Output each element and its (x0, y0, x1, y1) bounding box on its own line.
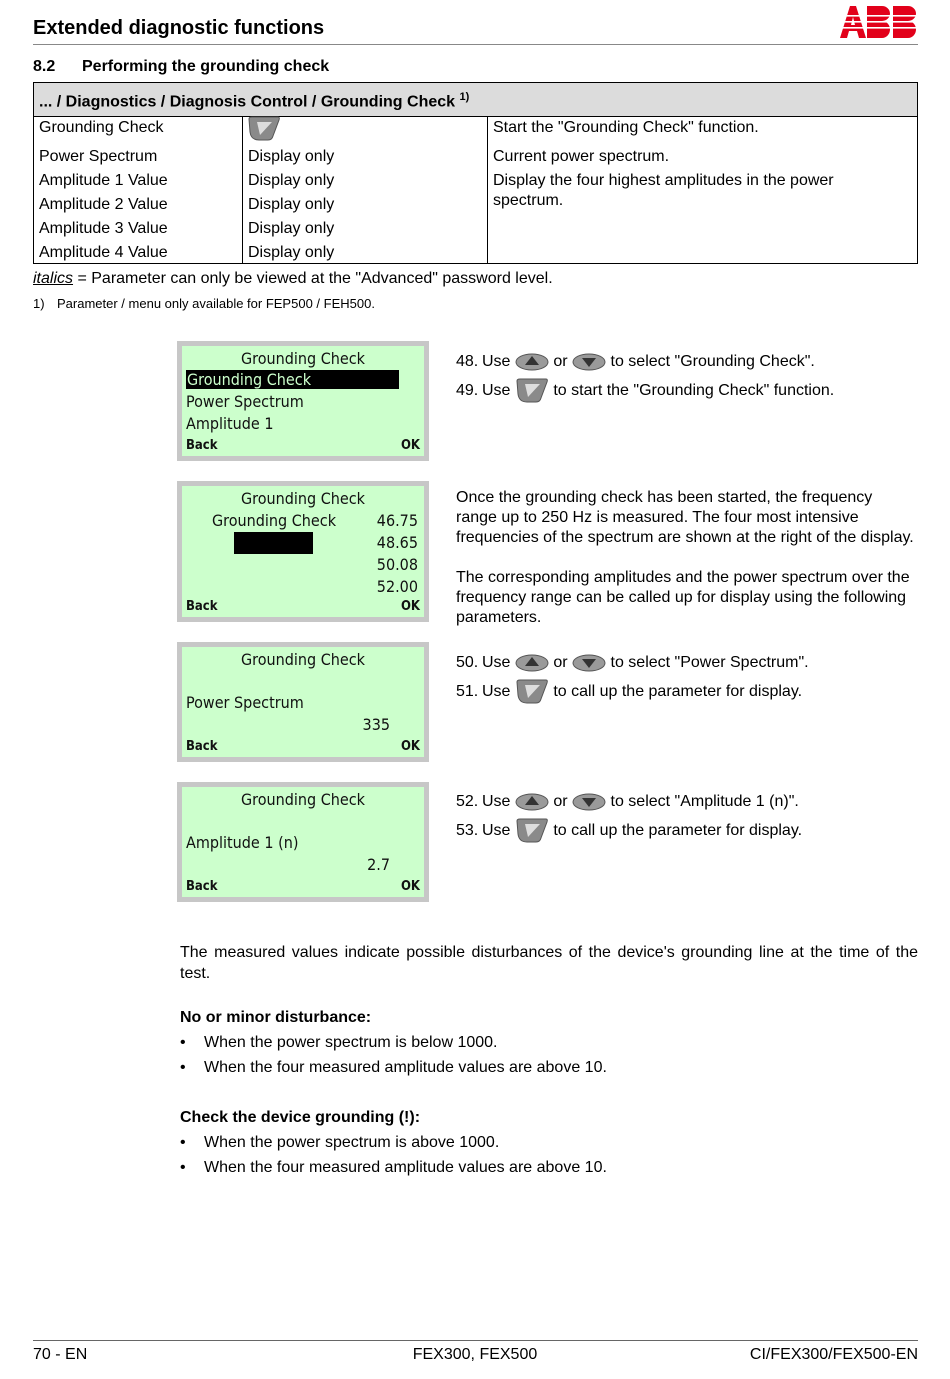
section-number: 8.2 (33, 58, 56, 75)
table-cell-desc: Current power spectrum. (493, 148, 670, 165)
lcd-softkey-ok: OK (400, 438, 420, 453)
lcd-value: 2.7 (367, 855, 390, 874)
footer-doc-id: CI/FEX300/FEX500-EN (749, 1346, 918, 1363)
menu-path: ... / Diagnostics / Diagnosis Control / Grounding Check $^{1)}$ (39, 91, 470, 111)
down-arrow-key-icon (572, 654, 606, 672)
table-divider (487, 116, 488, 264)
step-49: 49. Use to start the "Grounding Check" function. (456, 378, 834, 404)
table-cell-mode: Display only (248, 196, 335, 213)
list-item: • When the four measured amplitude values are above 10. (180, 1059, 607, 1076)
step-48: 48. Use or to select "Grounding Check". (456, 353, 815, 371)
lcd-softkey-back: Back (186, 739, 218, 754)
lcd-softkey-back: Back (186, 879, 218, 894)
lcd-progress-block (234, 532, 313, 554)
lcd-screen-power-spectrum (177, 642, 429, 762)
lcd-screen-menu (177, 341, 429, 461)
lcd-softkey-back: Back (186, 438, 218, 453)
lcd-frequency-value: 46.75 (376, 511, 418, 530)
footnote-text: Parameter / menu only available for FEP500 / FEH500. (57, 296, 375, 311)
list-item: • When the power spectrum is below 1000. (180, 1034, 498, 1051)
table-divider (242, 116, 243, 264)
lcd-menu-item: Power Spectrum (186, 392, 304, 411)
lcd-label: Power Spectrum (186, 693, 304, 712)
lcd-label: Amplitude 1 (n) (186, 833, 299, 852)
step-50: 50. Use or to select "Power Spectrum". (456, 654, 809, 672)
list-item: • When the four measured amplitude values are above 10. (180, 1159, 607, 1176)
footer-product: FEX300, FEX500 (412, 1346, 538, 1363)
lcd-title: Grounding Check (240, 489, 366, 508)
step-51: 51. Use to call up the parameter for display. (456, 679, 802, 705)
footer-rule (33, 1340, 918, 1341)
down-arrow-key-icon (572, 793, 606, 811)
table-cell-mode: Display only (248, 244, 335, 261)
lcd-title: Grounding Check (240, 650, 366, 669)
table-cell-desc: Display the four highest amplitudes in the power spectrum. (493, 172, 834, 209)
table-cell-param: Amplitude 4 Value (39, 244, 168, 261)
table-cell-desc: Start the "Grounding Check" function. (493, 119, 759, 136)
lcd-softkey-ok: OK (400, 739, 420, 754)
check-grounding-heading: Check the device grounding (!): (180, 1109, 421, 1126)
enter-key-icon (515, 378, 549, 404)
up-arrow-key-icon (515, 353, 549, 371)
measured-values-paragraph: The measured values indicate possible disturbances of the device's grounding line at the time of the test. (180, 944, 918, 982)
enter-key-icon (247, 116, 281, 142)
lcd-softkey-ok: OK (400, 599, 420, 614)
header-rule (33, 44, 918, 45)
explanation-paragraph: The corresponding amplitudes and the power spectrum over the frequency range can be called up for display using the following parameters. (456, 569, 910, 626)
step-52: 52. Use or to select "Amplitude 1 (n)". (456, 793, 799, 811)
explanation-paragraph: Once the grounding check has been started, the frequency range up to 250 Hz is measured. The four most intensive frequencies of the spectrum are shown at the right of the display. (456, 489, 914, 546)
lcd-title: Grounding Check (240, 349, 366, 368)
footnote-number: 1) (33, 296, 45, 311)
lcd-screen-amplitude (177, 782, 429, 902)
up-arrow-key-icon (515, 654, 549, 672)
lcd-value: 335 (362, 715, 390, 734)
up-arrow-key-icon (515, 793, 549, 811)
step-53: 53. Use to call up the parameter for display. (456, 818, 802, 844)
table-cell-param: Amplitude 2 Value (39, 196, 168, 213)
lcd-label: Grounding Check (212, 511, 337, 530)
section-title: Performing the grounding check (82, 58, 330, 75)
legend-note: italics = Parameter can only be viewed at the "Advanced" password level. (33, 270, 553, 287)
table-cell-mode: Display only (248, 220, 335, 237)
lcd-menu-item-selected: Grounding Check (186, 370, 399, 389)
lcd-softkey-back: Back (186, 599, 218, 614)
abb-logo (840, 6, 918, 38)
enter-key-icon (515, 679, 549, 705)
table-cell-param: Amplitude 3 Value (39, 220, 168, 237)
table-header (34, 83, 917, 117)
table-cell-param: Power Spectrum (39, 148, 158, 165)
table-cell-param: Grounding Check (39, 119, 164, 136)
down-arrow-key-icon (572, 353, 606, 371)
lcd-title: Grounding Check (240, 790, 366, 809)
table-cell-mode: Display only (248, 172, 335, 189)
lcd-frequency-value: 48.65 (376, 533, 418, 552)
enter-key-icon (515, 818, 549, 844)
no-disturbance-heading: No or minor disturbance: (180, 1009, 372, 1026)
lcd-menu-item: Amplitude 1 (186, 414, 274, 433)
lcd-screen-values (177, 481, 429, 622)
lcd-softkey-ok: OK (400, 879, 420, 894)
lcd-frequency-value: 52.00 (376, 577, 418, 596)
list-item: • When the power spectrum is above 1000. (180, 1134, 500, 1151)
parameter-table (33, 82, 918, 264)
page-header-title: Extended diagnostic functions (33, 17, 325, 39)
lcd-frequency-value: 50.08 (376, 555, 418, 574)
table-cell-mode: Display only (248, 148, 335, 165)
table-cell-param: Amplitude 1 Value (39, 172, 168, 189)
page-number: 70 - EN (33, 1346, 88, 1363)
